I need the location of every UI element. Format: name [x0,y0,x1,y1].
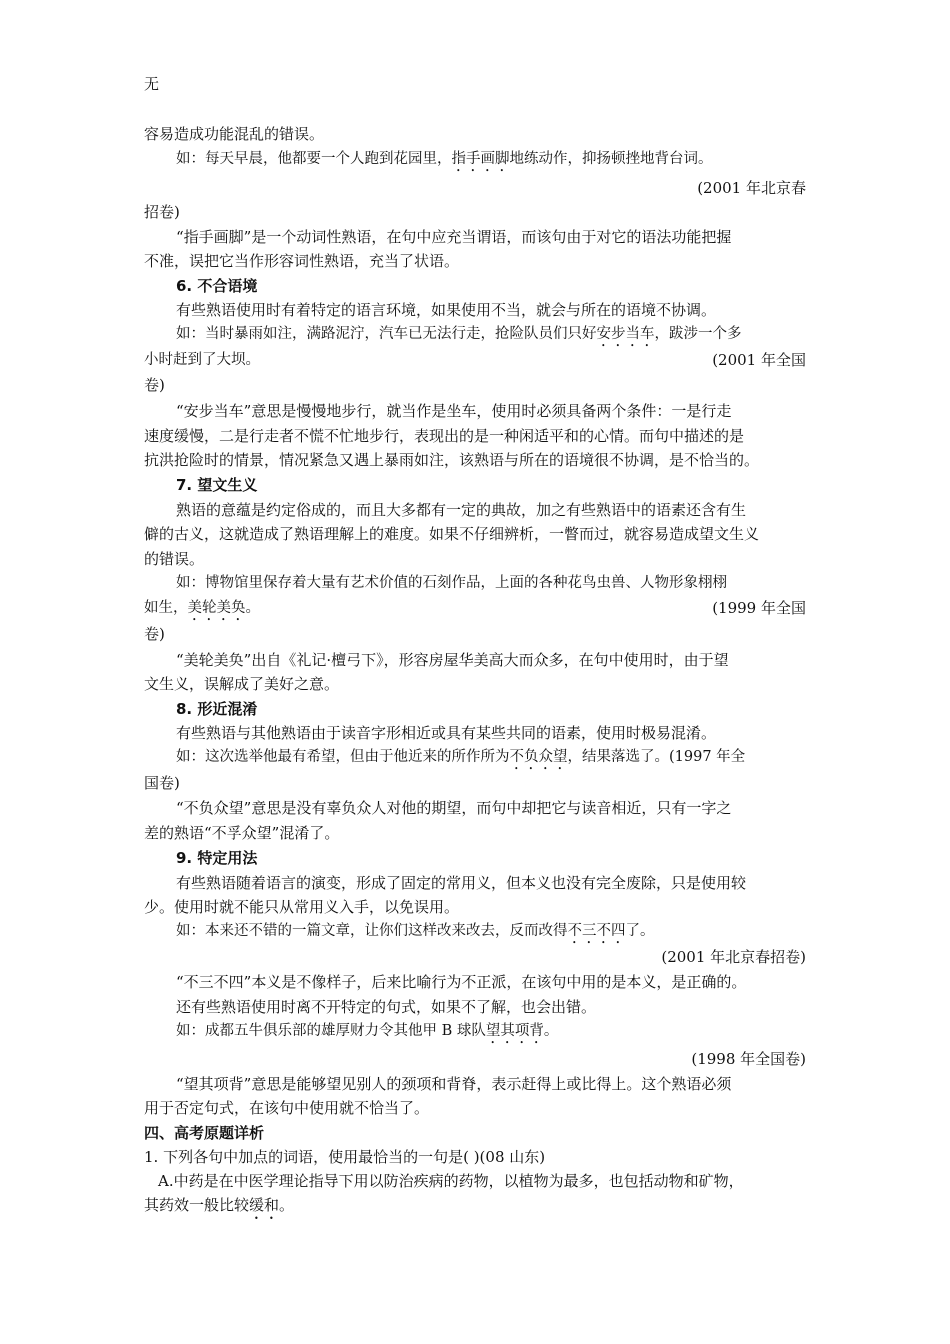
text-line: 僻的古义，这就造成了熟语理解上的难度。如果不仔细辨析，一瞥而过，就容易造成望文生义 [144,525,760,543]
dotted-idiom: 安步当车 [596,326,655,342]
example-line: 如：博物馆里保存着大量有艺术价值的石刻作品，上面的各种花鸟虫兽、人物形象栩栩 [176,575,727,591]
text-line: “美轮美奂”出自《礼记·檀弓下》，形容房屋华美高大而众多，在句中使用时，由于望 [176,651,729,669]
source-note: (2001 年北京春招卷) [661,948,806,966]
text-line: 熟语的意蕴是约定俗成的，而且大多都有一定的典故，加之有些熟语中的语素还含有生 [176,501,747,519]
example-line: 小时赶到了大坝。 [144,352,260,368]
text-line: “望其项背”意思是能够望见别人的颈项和背脊，表示赶得上或比得上。这个熟语必须 [176,1075,732,1093]
text-line: 速度缓慢，二是行走者不慌不忙地步行，表现出的是一种闲适平和的心情。而句中描述的是 [144,427,745,445]
source-note-cont: 卷) [144,376,165,394]
example-line: 如：这次选举他最有希望，但由于他近来的所作所为不负众望，结果落选了。(1997 年全 [176,749,746,765]
text-line: “不三不四”本义是不像样子，后来比喻行为不正派，在该句中用的是本义，是正确的。 [176,973,747,991]
text-line: “安步当车”意思是慢慢地步行，就当作是坐车，使用时必须具备两个条件：一是行走 [176,402,732,420]
dotted-idiom: 不三不四 [567,923,626,939]
dotted-idiom: 缓和 [249,1196,280,1214]
text-line: 文生义，误解成了美好之意。 [144,675,340,693]
question-line: 1. 下列各句中加点的词语，使用最恰当的一句是( )(08 山东) [144,1148,546,1166]
source-note: (2001 年北京春 [697,179,806,197]
text-line: 有些熟语随着语言的演变，形成了固定的常用义，但本义也没有完全废除，只是使用较 [176,874,747,892]
text-line: 少。使用时就不能只从常用义入手，以免误用。 [144,898,460,916]
example-line: 如生，美轮美奂。 [144,600,260,616]
option-line: 其药效一般比较缓和。 [144,1196,295,1214]
text-line: 有些熟语与其他熟语由于读音字形相近或具有某些共同的语素，使用时极易混淆。 [176,724,717,742]
example-line: 如：每天早晨，他都要一个人跑到花园里，指手画脚地练动作，抑扬顿挫地背台词。 [176,151,713,167]
text-line: 不准，误把它当作形容词性熟语，充当了状语。 [144,252,460,270]
section-heading: 四、高考原题详析 [144,1124,265,1142]
dotted-idiom: 美轮美奂 [187,600,246,616]
option-line: A.中药是在中医学理论指导下用以防治疾病的药物，以植物为最多，也包括动物和矿物， [158,1172,744,1190]
text-line: 用于否定句式，在该句中使用就不恰当了。 [144,1099,430,1117]
top-word: 无 [144,75,160,93]
source-note-cont: 国卷) [144,774,180,792]
text-line: 的错误。 [144,550,205,568]
dotted-idiom: 望其项背 [485,1023,544,1039]
source-note-cont: 卷) [144,625,165,643]
example-line: 如：本来还不错的一篇文章，让你们这样改来改去，反而改得不三不四了。 [176,923,655,939]
source-note: (2001 年全国 [712,351,806,369]
source-note-cont: 招卷) [144,203,180,221]
example-line: 如：当时暴雨如注，满路泥泞，汽车已无法行走，抢险队员们只好安步当车，跋涉一个多 [176,326,742,342]
dotted-idiom: 不负众望 [509,749,568,765]
section-heading: 9. 特定用法 [176,849,258,867]
text-line: 有些熟语使用时有着特定的语言环境，如果使用不当，就会与所在的语境不协调。 [176,301,717,319]
text-line: 差的熟语“不孚众望”混淆了。 [144,824,340,842]
source-note: (1999 年全国 [712,599,806,617]
example-line: 如：成都五牛俱乐部的雄厚财力令其他甲 B 球队望其项背。 [176,1023,559,1039]
section-heading: 7. 望文生义 [176,476,258,494]
section-heading: 6. 不合语境 [176,277,258,295]
text-line: 还有些熟语使用时离不开特定的句式，如果不了解，也会出错。 [176,998,597,1016]
section-heading: 8. 形近混淆 [176,700,258,718]
text-line: “指手画脚”是一个动词性熟语，在句中应充当谓语，而该句由于对它的语法功能把握 [176,228,732,246]
text-line: 容易造成功能混乱的错误。 [144,125,325,143]
dotted-idiom: 指手画脚 [451,151,510,167]
source-note: (1998 年全国卷) [691,1050,806,1068]
text-line: “不负众望”意思是没有辜负众人对他的期望，而句中却把它与读音相近，只有一字之 [176,799,732,817]
text-line: 抗洪抢险时的情景，情况紧急又遇上暴雨如注，该熟语与所在的语境很不协调，是不恰当的。 [144,451,760,469]
